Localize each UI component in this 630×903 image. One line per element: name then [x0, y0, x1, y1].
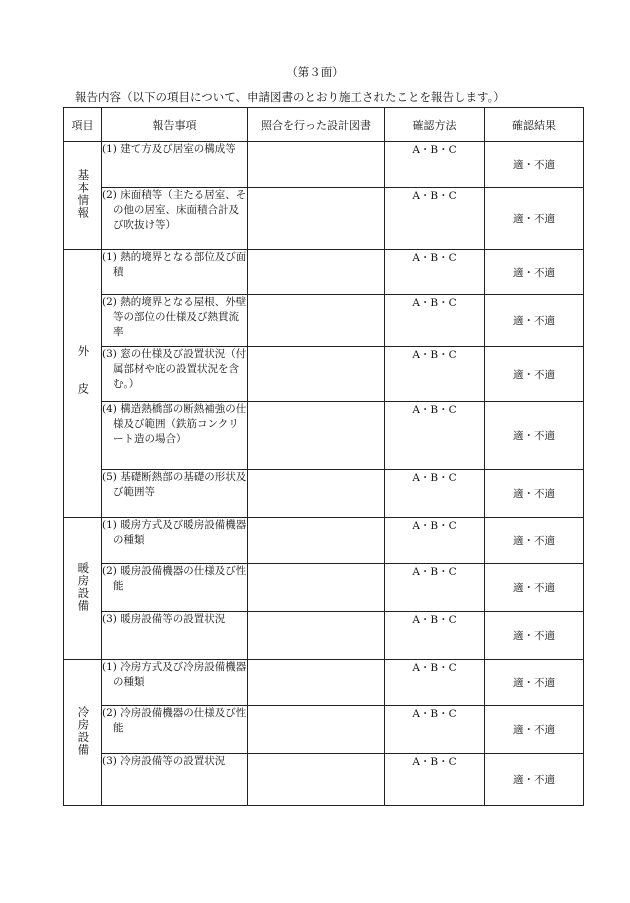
- item-text: (1) 冷房方式及び冷房設備機器の種類: [102, 661, 247, 688]
- result-options[interactable]: 適・不適: [485, 660, 584, 706]
- page-label: （第３面）: [286, 65, 344, 79]
- method-options[interactable]: A・B・C: [385, 347, 485, 402]
- result-options[interactable]: 適・不適: [485, 402, 584, 470]
- result-options[interactable]: 適・不適: [485, 470, 584, 518]
- item-text: (3) 窓の仕様及び設置状況（付属部材や庇の設置状況を含む。）: [102, 348, 247, 390]
- item-cell: [102, 347, 248, 402]
- item-cell: [102, 402, 248, 470]
- method-options[interactable]: A・B・C: [385, 706, 485, 754]
- method-options[interactable]: A・B・C: [385, 564, 485, 612]
- item-text: (3) 暖房設備等の設置状況: [102, 613, 226, 625]
- item-cell: [102, 295, 248, 347]
- design-doc-field[interactable]: [248, 188, 385, 250]
- table-row: [64, 470, 584, 518]
- category-label: 暖房設備: [76, 562, 91, 612]
- header-item: 報告事項: [102, 108, 248, 142]
- table-row: [64, 402, 584, 470]
- item-text: (2) 冷房設備機器の仕様及び性能: [102, 707, 247, 734]
- category-label: 冷房設備: [76, 706, 91, 756]
- table-row: [64, 347, 584, 402]
- item-cell: [102, 564, 248, 612]
- design-doc-field[interactable]: [248, 660, 385, 706]
- design-doc-field[interactable]: [248, 612, 385, 660]
- item-cell: [102, 754, 248, 806]
- category-cell: [64, 250, 102, 518]
- method-options[interactable]: A・B・C: [385, 754, 485, 806]
- item-text: (2) 床面積等（主たる居室、その他の居室、床面積合計及び吹抜け等）: [102, 189, 247, 231]
- design-doc-field[interactable]: [248, 347, 385, 402]
- item-cell: [102, 188, 248, 250]
- design-doc-field[interactable]: [248, 518, 385, 564]
- item-cell: [102, 660, 248, 706]
- result-options[interactable]: 適・不適: [485, 295, 584, 347]
- table-row: [64, 142, 584, 188]
- item-text: (4) 構造熱橋部の断熱補強の仕様及び範囲（鉄筋コンクリート造の場合）: [102, 403, 247, 445]
- header-method: 確認方法: [385, 108, 485, 142]
- result-options[interactable]: 適・不適: [485, 754, 584, 806]
- result-options[interactable]: 適・不適: [485, 706, 584, 754]
- table-row: [64, 518, 584, 564]
- method-options[interactable]: A・B・C: [385, 295, 485, 347]
- table-row: [64, 295, 584, 347]
- item-text: (2) 熱的境界となる屋根、外壁等の部位の仕様及び熱貫流率: [102, 296, 247, 338]
- category-cell: [64, 660, 102, 806]
- item-cell: [102, 142, 248, 188]
- result-options[interactable]: 適・不適: [485, 142, 584, 188]
- table-row: [64, 250, 584, 295]
- item-text: (1) 暖房方式及び暖房設備機器の種類: [102, 519, 247, 546]
- method-options[interactable]: A・B・C: [385, 612, 485, 660]
- item-text: (1) 建て方及び居室の構成等: [102, 143, 236, 155]
- table-row: [64, 612, 584, 660]
- result-options[interactable]: 適・不適: [485, 612, 584, 660]
- item-cell: [102, 706, 248, 754]
- item-cell: [102, 470, 248, 518]
- category-label: 基本情報: [76, 169, 91, 219]
- method-options[interactable]: A・B・C: [385, 660, 485, 706]
- item-text: (1) 熱的境界となる部位及び面積: [102, 251, 247, 278]
- method-options[interactable]: A・B・C: [385, 142, 485, 188]
- design-doc-field[interactable]: [248, 754, 385, 806]
- result-options[interactable]: 適・不適: [485, 564, 584, 612]
- design-doc-field[interactable]: [248, 142, 385, 188]
- method-options[interactable]: A・B・C: [385, 402, 485, 470]
- method-options[interactable]: A・B・C: [385, 250, 485, 295]
- category-label: 外皮: [76, 344, 91, 420]
- category-cell: [64, 518, 102, 660]
- header-category: 項目: [64, 108, 102, 142]
- table-row: [64, 706, 584, 754]
- table-row: [64, 754, 584, 806]
- item-text: (3) 冷房設備等の設置状況: [102, 755, 226, 767]
- design-doc-field[interactable]: [248, 295, 385, 347]
- table-row: [64, 564, 584, 612]
- design-doc-field[interactable]: [248, 564, 385, 612]
- item-cell: [102, 518, 248, 564]
- item-text: (2) 暖房設備機器の仕様及び性能: [102, 565, 247, 592]
- result-options[interactable]: 適・不適: [485, 188, 584, 250]
- table-row: [64, 660, 584, 706]
- design-doc-field[interactable]: [248, 250, 385, 295]
- report-intro: 報告内容（以下の項目について、申請図書のとおり施工されたことを報告します。）: [75, 90, 505, 104]
- result-options[interactable]: 適・不適: [485, 518, 584, 564]
- category-cell: [64, 142, 102, 250]
- item-cell: [102, 612, 248, 660]
- report-table: [63, 107, 584, 806]
- design-doc-field[interactable]: [248, 706, 385, 754]
- header-result: 確認結果: [485, 108, 584, 142]
- method-options[interactable]: A・B・C: [385, 518, 485, 564]
- design-doc-field[interactable]: [248, 470, 385, 518]
- design-doc-field[interactable]: [248, 402, 385, 470]
- header-row: [64, 108, 584, 142]
- result-options[interactable]: 適・不適: [485, 250, 584, 295]
- method-options[interactable]: A・B・C: [385, 470, 485, 518]
- table-row: [64, 188, 584, 250]
- header-design-doc: 照合を行った設計図書: [248, 108, 385, 142]
- item-text: (5) 基礎断熱部の基礎の形状及び範囲等: [102, 471, 247, 498]
- item-cell: [102, 250, 248, 295]
- method-options[interactable]: A・B・C: [385, 188, 485, 250]
- result-options[interactable]: 適・不適: [485, 347, 584, 402]
